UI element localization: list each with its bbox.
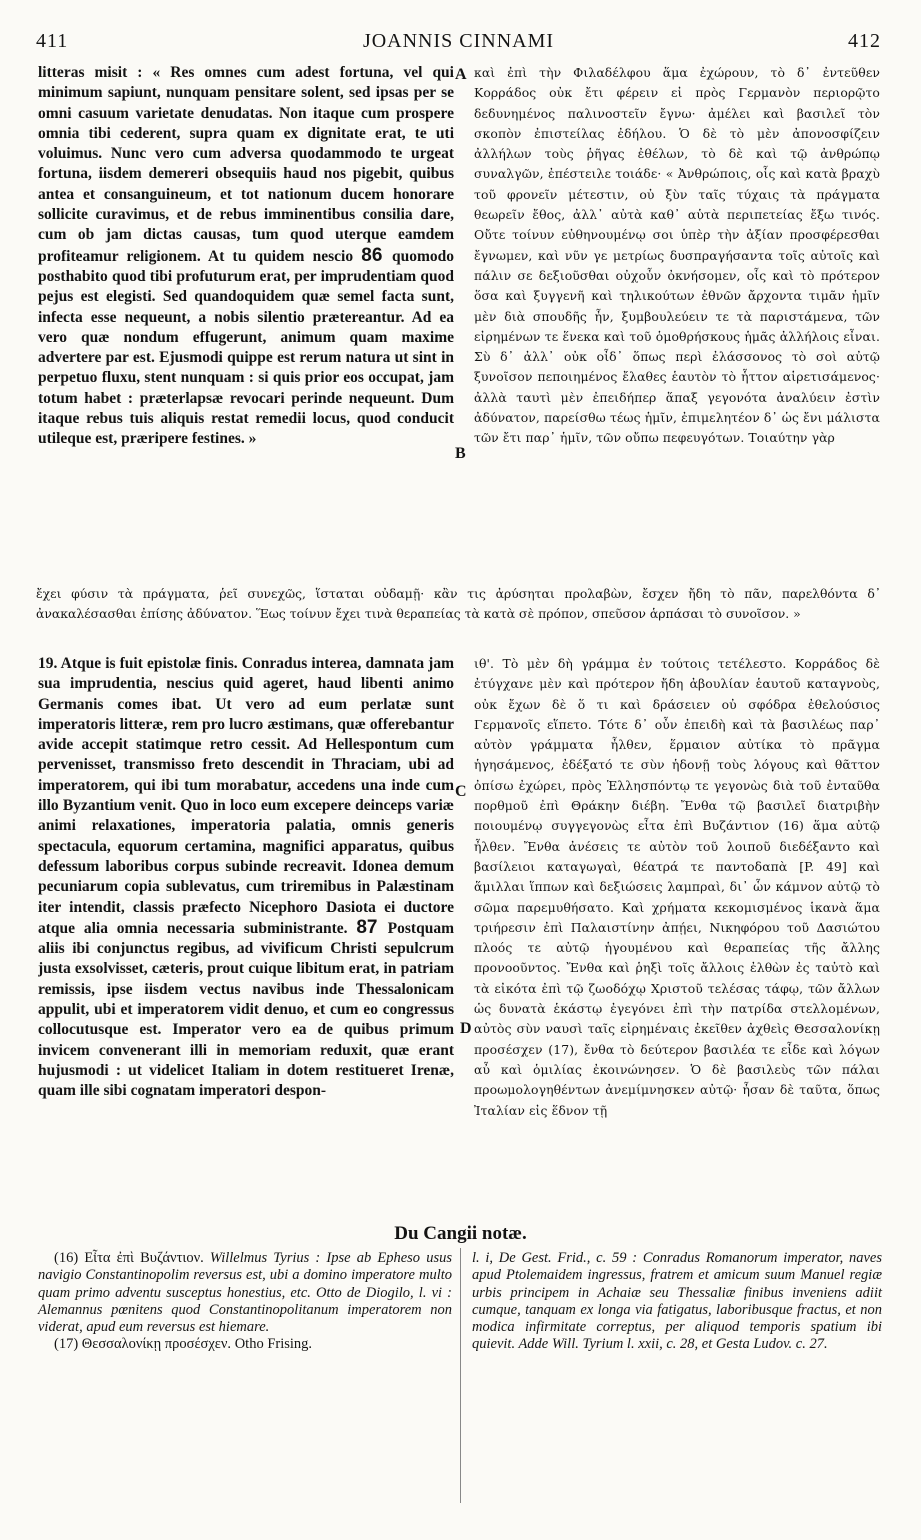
- margin-marker-a: A: [455, 66, 467, 83]
- latin-text-top-b: quomodo posthabito quod tibi profuturum erat, per imprudentiam quod pejus est elegisti. Sed quandoquidem quæ semel facta sunt, infecta esse nequeunt, a nobis silentio prætereantur. Ad ea vero quæ nondum effugerunt, animum quam maxime advertere par est. Ejusmodi quippe est rerum natura ut sint in perpetuo fluxu, stent nunquam : si quis prior eos occupat, jam totum habet : præterlapsæ revocari perinde nequeunt. Dum itaque rebus tuis aliquis restat remedii locus, quod conducit utileque est, præripere festines. »: [38, 247, 454, 448]
- notes-right-column: [472, 1250, 882, 1510]
- latin-column-mid: [38, 654, 454, 1222]
- greek-full-width: [36, 584, 881, 646]
- margin-marker-d: D: [460, 1020, 472, 1037]
- latin-text-top-a: litteras misit : « Res omnes cum adest fortuna, vel qui minimum sapiunt, nunquam pensitare solent, sed ipsas per se omni casuum varietate denudatas. Non itaque cum prospere omnia tibi cederent, supra quam ex dignitate erat, te uti voluimus. Nunc vero cum adversa quodammodo te urgeat fortuna, iisdem demereri obsequiis haud nos pigebit, quibus antea et consanguineum, et tot nationum ducem honorare sollicite curavimus, et de rebus imminentibus consilia dare, cum ob jam dictas causas, tum quod uterque eamdem profiteamur religionem. At tu quidem nescio: [38, 64, 454, 265]
- note-17: [38, 1336, 452, 1353]
- latin-column-top: [38, 63, 454, 583]
- greek-text-top: καὶ ἐπὶ τὴν Φιλαδέλφου ἅμα ἐχώρουν, τὸ δ᾿ ἐντεῦθεν Κορράδος οὐκ ἔτι φέρειν εἰ πρὸς Γερμανὸν περιορῷτο δεδυνημένος παλινοστεῖν ἔγνω· ἀμέλει καὶ βασιλεῖ τὸν σκοπὸν ἐπιστείλας ἐδήλου. Ὁ δὲ τὸ μὲν ἀπονοσφίζειν ἀλλήλων τοὺς ῥῆγας ἐθέλων, τὸ δὲ καὶ τῷ ἀνθρώπῳ συναλγῶν, ἐπέστειλε τοιάδε· « Ἀνθρώποις, οἷς καὶ κατὰ βραχὺ τοῦ φρονεῖν μέτεστιν, οὐ ξὺν ταῖς τύχαις τὰ πράγματα θεωρεῖν ἔθος, ἀλλ᾿ αὐτὰ καθ᾿ αὑτὰ περιπετείας ἔξω τινός. Οὔτε τοίνυν εὐθηνουμένῳ σοι ὑπὲρ τὴν ἀξίαν προσφέρεσθαι ἔγνωμεν, καὶ νῦν γε μετρίως δυσπραγήσαντα τοῖς αὐτοῖς καὶ πάλιν σε δεξιοῦσθαι οὐχοὖν ὀκνήσομεν, οἷς καὶ τὸ πρότερον ὅσα καὶ ξυγγενῆ καὶ τηλικούτων ἐθνῶν ἄρχοντα τιμᾶν ἡμῖν μὲν διὰ σπουδῆς ἦν, ξυμβουλεύειν τε τὰ παριστάμενα, τῶν εἰρημένων τε ἕνεκα καὶ τοῦ ὁμοθρήσκους ἡμᾶς ἀλλήλοις εἶναι. Σὺ δ᾿ ἀλλ᾿ οὐκ οἶδ᾿ ὅπως περὶ ἐλάσσονος τὸ σοὶ αὐτῷ ξυνοῖσον πεποιημένος ἔλαθες ἑαυτὸν τὸ ἧττον αἱρετισάμενος· ἀλλὰ ταυτὶ μὲν ἐπειδήπερ ἅπαξ γεγονότα ἀναλύειν ἐστὶν ἀδύνατον, παρείσθω τέως ἡμῖν, ἐπιμελητέον δ᾿ ὡς ἔνι μάλιστα τῶν ἔτι παρ᾿ ἡμῖν, τῶν οὔπω πεφευγότων. Τοιαύτην γὰρ: [474, 65, 880, 446]
- note-17-text: Otho Frising.: [234, 1336, 313, 1353]
- margin-marker-c: C: [455, 783, 467, 800]
- margin-marker-b: B: [455, 445, 466, 462]
- greek-text-full: ἔχει φύσιν τὰ πράγματα, ῥεῖ συνεχῶς, ἵσταται οὐδαμῇ· κἂν τις ἀρύσηται προλαβὼν, ἔσχεν ἤδη τὸ πᾶν, παρελθόντα δ᾿ ἀνακαλέσασθαι ἐπίσης ἀδύνατον. Ἕως τοίνυν ἔχει τινὰ θεραπείας τὰ κατὰ σὲ πρόπον, σπεῦσον ἁρπάσαι τὸ συνοῖσον. »: [36, 586, 881, 621]
- page-marker-87: 87: [356, 916, 388, 938]
- notes-title: Du Cangii notæ.: [394, 1223, 527, 1244]
- page-marker-86: 86: [361, 244, 392, 266]
- latin-text-mid-a: 19. Atque is fuit epistolæ finis. Conradus interea, damnata jam sua imprudentia, nescius quid ageret, haud libenti animo Germanis comes ibat. Ut vero ad eum perlatæ sunt imperatoris litteræ, rem pro lucro æstimans, quæ offerebantur avide accepit statimque retro cessit. Ad Hellespontum cum pervenisset, transmisso freto descendit in Thraciam, ubi ad imperatorem, qui ibi tum morabatur, accedens una inde cum illo Byzantium venit. Quo in loco eum excepere deinceps variæ animi relaxationes, imperatoria palatia, omnis generis spectacula, equorum certamina, magnifici apparatus, quibus defessum laboribus corpus subinde recreavit. Idonea demum pecuniarum copia sublevatus, cum triremibus in Palæstinam iter intendit, classis præfecto Nicephoro Dasiota ei ductore atque alia omnia necessaria subministrante.: [38, 655, 454, 937]
- latin-text-mid-b: Postquam aliis ibi conjunctus regibus, ad vivificum Christi sepulcrum justa exsolvisset, cæteris, prout cuique libitum erat, in patriam remissis, ipse iisdem vectus navibus inde Thessalonicam appulit, ubi et imperatorem vidit denuo, et cum eo congressus collocutusque est. Imperator vero ea de quibus primum invicem convenerant illi in memoriam reduxit, quæ erant hujusmodi : ut videlicet Italiam in dotem restitueret Irenæ, quam ille sibi cognatam imperatori despon-: [38, 919, 454, 1100]
- running-header: [36, 30, 881, 56]
- note-16-head: (16) Εἶτα ἐπὶ Βυζάντιον.: [54, 1250, 210, 1266]
- note-16: [38, 1250, 452, 1336]
- notes-divider: [460, 1248, 461, 1503]
- left-page-number: 411: [36, 30, 69, 52]
- greek-column-top: [474, 63, 880, 583]
- notes-left-column: [38, 1250, 452, 1510]
- note-17-continuation: l. i, De Gest. Frid., c. 59 : Conradus Romanorum imperator, naves apud Ptolemaidem ingressus, fratrem et amicum suum Manuel regiæ urbis principem in Achaiæ seu Thessaliæ finibus inveniens adiit cumque, tanquam ex longa via fatigatus, laboribusque fractus, et non modica infirmitate correptus, per aliquod temporis spatium ibi quievit. Adde Will. Tyrium l. xxii, c. 28, et Gesta Ludov. c. 27.: [472, 1250, 882, 1353]
- greek-column-mid: [474, 654, 880, 1222]
- note-16-text: Willelmus Tyrius : Ipse ab Epheso usus navigio Constantinopolim reversus est, ubi a domino imperatore multo quam primo adventu susceptus honestius, etc. Otto de Diogilo, l. vi : Alemannus pœnitens quod Constantinopolitanum imperatorem non viderat, apud eum reversus est hiemare.: [38, 1250, 452, 1336]
- running-title: JOANNIS CINNAMI: [362, 30, 555, 52]
- note-17-head: (17) Θεσσαλονίκῃ προσέσχεν.: [54, 1336, 235, 1353]
- right-page-number: 412: [848, 30, 881, 52]
- greek-text-mid: ιθ'. Τὸ μὲν δὴ γράμμα ἐν τούτοις τετέλεστο. Κορράδος δὲ ἐτύγχανε μὲν καὶ πρότερον ἤδη ἀβουλίαν ἑαυτοῦ καταγνοὺς, οὐκ ἔχων δὲ ὅ τι καὶ δράσειεν οὐ σφόδρα ἐθελούσιος Γερμανοῖς εἵπετο. Τότε δ᾿ οὖν ἐπειδὴ καὶ τὰ βασιλέως παρ᾿ αὐτὸν γράμματα ἦλθεν, ἕρμαιον αὐτίκα τὸ πρᾶγμα ἡγησάμενος, ἐδέξατό τε σὺν ἡδονῇ τοὺς λόγους καὶ θᾶττον ὀπίσω ἐχώρει, πρὸς Ἑλλησπόντῳ τε γεγονὼς διὰ τοῦ ἐνταῦθα πορθμοῦ ἐπὶ Θράκην διέβη. Ἔνθα τῷ βασιλεῖ διατριβὴν ποιουμένῳ συγγεγονὼς εἶτα ἐπὶ Βυζάντιον (16) ἅμα αὐτῷ ἦλθεν. Ἔνθα ἀνέσεις τε αὐτὸν τοῦ λοιποῦ διεδέξαντο καὶ βασίλειοι καταγωγαὶ, θέατρά τε παντοδαπὰ [P. 49] καὶ ἅμιλλαι ἵππων καὶ δεξιώσεις λαμπραὶ, δι᾿ ὧν κάμνον αὐτῷ τὸ σῶμα παρεμυθήσατο. Καὶ χρήματα κεκομισμένος ἱκανὰ ἅμα τριήρεσιν ἐπὶ Παλαιστίνην ἀπῄει, Νικηφόρου τοῦ Δασιώτου πλοός τε αὐτῷ ἡγουμένου καὶ θεραπείας τῆς ἄλλης προνοοῦντος. Ἔνθα καὶ ῥηξὶ τοῖς ἄλλοις ἐλθὼν ἐς ταὐτὸ καὶ τὰ εἰκότα ἐπὶ τῷ ζωοδόχῳ Χριστοῦ τελέσας τάφῳ, τῶν ἄλλων ὡς δυνατὰ ἑκάστῳ ἐγεγόνει ἐπὶ τὴν πατρίδα στελλομένων, αὐτὸς σὺν ναυσὶ ταῖς εἰρημέναις ἐκεῖθεν ἀχθεὶς Θεσσαλονίκῃ προσέσχεν (17), ἔνθα τὸ δεύτερον βασιλέα τε εἶδε καὶ λόγων αὖ καὶ ὁμιλίας ἐκοινώνησεν. Ὁ δὲ βασιλεὺς τῶν πάλαι προωμολογηθέντων ἀνεμίμνησκεν αὐτῷ· ἦσαν δὲ ταῦτα, ὅπως Ἰταλίαν εἰς ἕδνον τῇ: [474, 656, 880, 1118]
